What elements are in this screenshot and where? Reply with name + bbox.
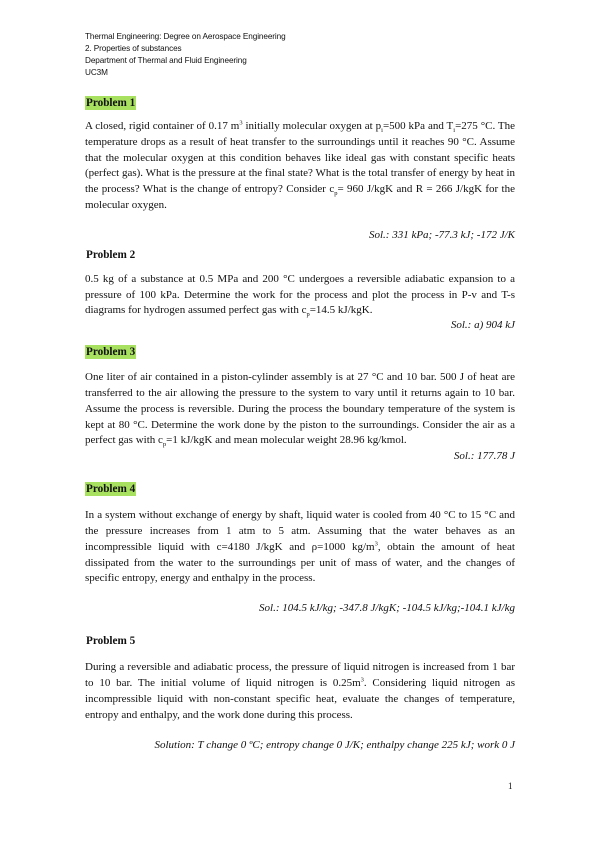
problem-4-title: Problem 4: [86, 483, 136, 496]
problem-4-statement: In a system without exchange of energy by shaft, liquid water is cooled from 40 °C to 15 °C and the pressure increases from 1 atm to 5 atm. Assuming that the water behaves as an incompressible liquid with c=4180 J/kgK and ρ=1000 $kg/m^3$, obtain the amount of heat dissipated from the water to the surroundings per unit of mass of water, and the changes of specific entropy, energy and enthalpy in the process.: [85, 509, 515, 585]
problem-2-title: Problem 2: [86, 248, 136, 261]
problem-4-solution: Sol.: 104.5 kJ/kg; -347.8 J/kgK; -104.5 kJ/kg;-104.1 kJ/kg: [259, 602, 515, 615]
problem-3-title: Problem 3: [86, 346, 136, 359]
problem-5-solution: Solution: T change 0 ºC; entropy change 0 J/K; enthalpy change 225 kJ; work 0 J: [154, 739, 515, 752]
problem-1-statement: A closed, rigid container of 0.17 $m^3$ initially molecular oxygen at $p_i=500$ kPa and $T_i=275$ °C. The temperature drops as a result of heat transfer to the surroundings until it reaches 90 °C. Assume that the molecular oxygen at this condition behaves like ideal gas with constant specific heats (perfect gas). What is the pressure at the final state? What is the total transfer of energy by heat in the process? What is the change of entropy? Consider $c_p= 960$ J/kgK and R = 266 J/kgK for the molecular oxygen.: [85, 119, 516, 211]
header-course: Thermal Engineering: Degree on Aerospace Engineering: [85, 32, 286, 41]
problem-2-statement: 0.5 kg of a substance at 0.5 MPa and 200 °C undergoes a reversible adiabatic expansion to a pressure of 100 kPa. Determine the work for the process and plot the process in P-v and T-s diagrams for hydrogen assumed perfect gas with $c_p=14.5$ kJ/kgK.: [85, 272, 515, 319]
problem-3: [85, 342, 515, 463]
problem-4: [85, 479, 515, 615]
problem-1-title: Problem 1: [86, 97, 136, 109]
problem-5-statement: During a reversible and adiabatic process, the pressure of liquid nitrogen is increased from 1 bar to 10 bar. The initial volume of liquid nitrogen is $0.25m^3$. Considering liquid nitrogen as incompressible liquid with non-constant specific heat, evaluate the changes of temperature, entropy and enthalpy, and the work done during this process.: [85, 661, 516, 721]
document-header: [85, 31, 286, 79]
header-university: UC3M: [85, 68, 108, 77]
problem-list: [85, 93, 515, 752]
header-department: Department of Thermal and Fluid Engineering: [85, 56, 247, 65]
problem-2: [85, 245, 515, 332]
problem-5: [85, 631, 515, 752]
problem-3-solution: Sol.: 177.78 J: [453, 450, 515, 463]
problem-3-statement: One liter of air contained in a piston-cylinder assembly is at 27 °C and 10 bar. 500 J of heat are transferred to the air allowing the pressure to the system to vary until it returns again to 10 bar. Assume the process is reversible. During the process the boundary temperature of the system is kept at 80 °C. Determine the work done by the piston to the surroundings. Consider the air as a perfect gas with $c_p=1$ kJ/kgK and mean molecular weight 28.96 kg/kmol.: [85, 371, 515, 449]
problem-1: [85, 93, 515, 242]
problem-1-solution: Sol.: 331 kPa; -77.3 kJ; -172 J/K: [368, 228, 515, 241]
header-topic: 2. Properties of substances: [85, 44, 182, 53]
problem-2-solution: Sol.: a) 904 kJ: [450, 319, 515, 332]
problem-5-title: Problem 5: [86, 635, 136, 648]
page-number: 1: [508, 781, 513, 791]
